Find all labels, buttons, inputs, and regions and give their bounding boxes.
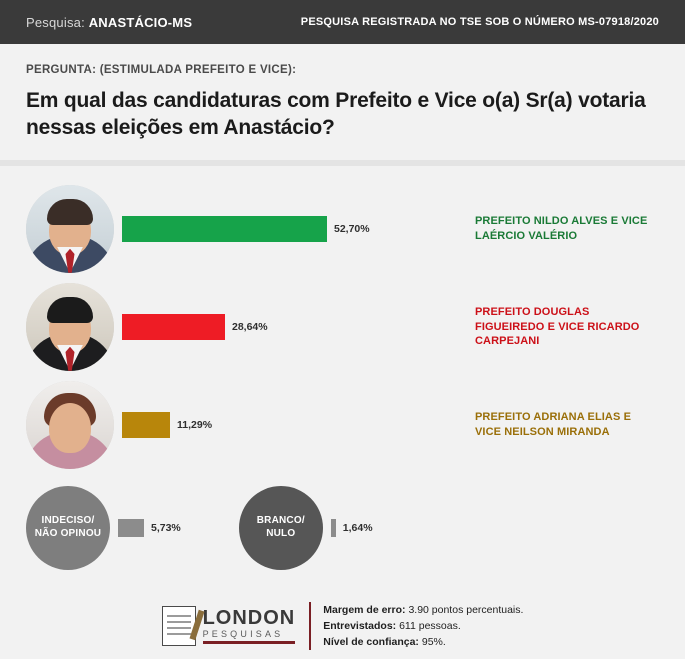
footer <box>0 597 685 659</box>
bar-zone <box>114 412 469 438</box>
confidence-label: Nível de confiança: <box>323 636 419 649</box>
interviews <box>323 618 523 634</box>
margin-value: 3.90 pontos percentuais. <box>408 603 524 616</box>
header-poll-title <box>26 15 192 30</box>
bar-zone <box>323 519 373 537</box>
header-label: Pesquisa: <box>26 14 89 30</box>
bar <box>118 519 144 537</box>
margin-label: Margem de erro: <box>323 603 406 616</box>
header-registration: PESQUISA REGISTRADA NO TSE SOB O NÚMERO MS-07918/2020 <box>300 16 659 28</box>
candidate-name: PREFEITO NILDO ALVES E VICE LAÉRCIO VALÉRIO <box>475 215 648 242</box>
bar-zone <box>114 216 469 242</box>
logo-wordmark <box>203 608 296 644</box>
bar-value-label: 11,29% <box>177 418 213 431</box>
question-title: Em qual das candidaturas com Prefeito e Vice o(a) Sr(a) votaria nessas eleições em Anastácio? <box>26 89 646 139</box>
interviews-value: 611 pessoas. <box>399 619 461 632</box>
bar-value-label: 52,70% <box>334 222 370 235</box>
logo-line1: LONDON <box>202 607 296 629</box>
bar <box>122 314 225 340</box>
margin-of-error <box>323 602 523 618</box>
candidate-name: PREFEITO ADRIANA ELIAS E VICE NEILSON MIRANDA <box>475 411 632 438</box>
logo-line2: PESQUISAS <box>202 629 284 639</box>
bar-zone <box>110 519 181 537</box>
poll-metadata <box>309 602 523 651</box>
confidence-value: 95%. <box>421 636 446 649</box>
question-kicker: PERGUNTA: (ESTIMULADA PREFEITO E VICE): <box>26 64 297 76</box>
candidate-name: PREFEITO DOUGLAS FIGUEIREDO E VICE RICARDO CARPEJANI <box>475 306 640 347</box>
question-block <box>0 44 685 166</box>
branco-label-line1: BRANCO/ <box>256 515 305 527</box>
bar <box>331 519 336 537</box>
chart-row <box>26 180 659 278</box>
header-city: ANASTÁCIO-MS <box>88 14 193 30</box>
indeciso-label-line2: NÃO OPINOU <box>34 527 102 539</box>
document-pen-icon <box>162 606 196 646</box>
candidate-avatar <box>26 185 114 273</box>
chart-row <box>26 278 659 376</box>
bar-value-label: 28,64% <box>232 320 268 333</box>
confidence <box>323 634 523 650</box>
chart-row <box>26 376 659 474</box>
bar <box>122 412 170 438</box>
candidate-avatar <box>26 381 114 469</box>
branco-label-line2: NULO <box>266 527 296 539</box>
bar <box>122 216 327 242</box>
bar-zone <box>114 314 469 340</box>
header-bar <box>0 0 685 44</box>
indeciso-circle <box>26 486 110 570</box>
london-pesquisas-logo <box>162 606 296 646</box>
bar-value-label: 5,73% <box>151 521 181 534</box>
chart-row-other <box>26 474 659 578</box>
interviews-label: Entrevistados: <box>323 619 397 632</box>
chart <box>0 166 685 578</box>
bar-value-label: 1,64% <box>342 521 373 534</box>
candidate-avatar <box>26 283 114 371</box>
indeciso-label-line1: INDECISO/ <box>41 515 95 527</box>
branco-nulo-circle <box>239 486 323 570</box>
